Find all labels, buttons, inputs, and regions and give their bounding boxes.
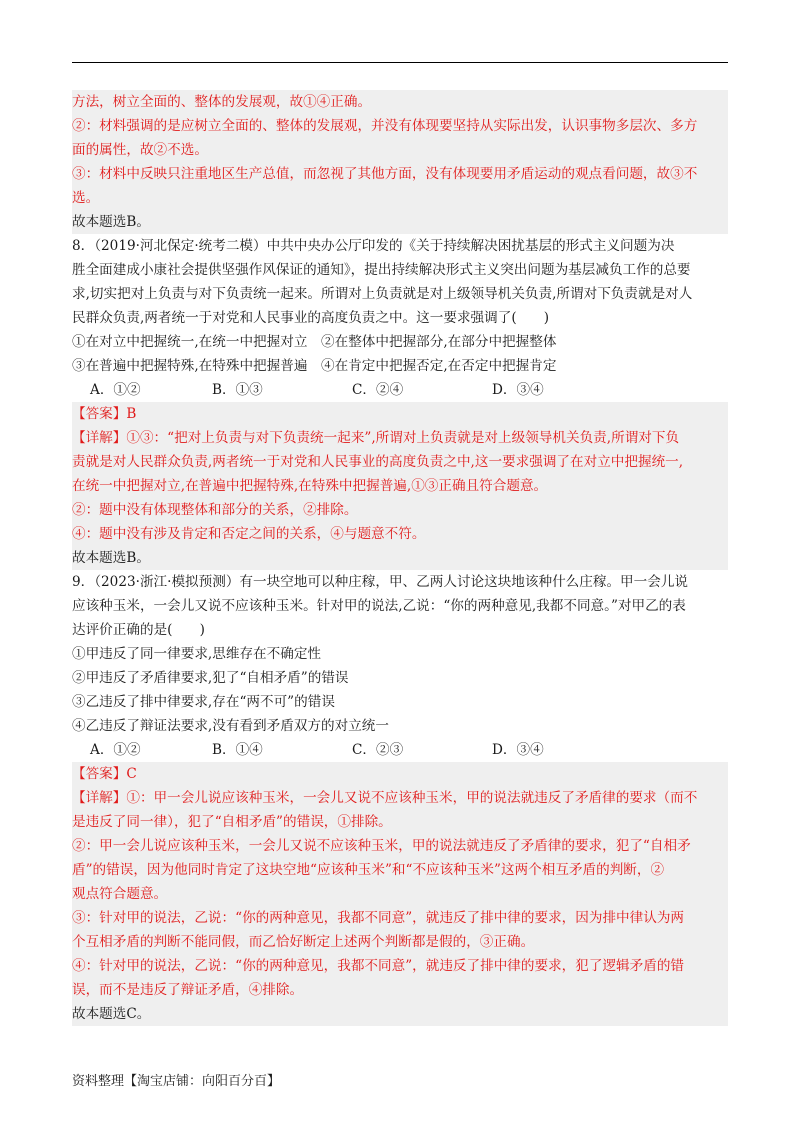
- page-footer: 资料整理【淘宝店铺：向阳百分百】: [72, 1074, 281, 1089]
- explanation-line: 盾”的错误，因为他同时肯定了这块空地“应该种玉米”和“不应该种玉米”这两个相互矛盾的判断，②: [72, 862, 665, 878]
- q8-explanation-block: [72, 402, 728, 570]
- explanation-line: 观点符合题意。: [72, 886, 168, 902]
- explanation-line: ④：针对甲的说法，乙说：“你的两种意见，我都不同意”，就违反了排中律的要求，犯了逻辑矛盾的错: [72, 958, 685, 974]
- question-stem-line: 求,切实把对上负责与对下负责统一起来。所谓对上负责就是对上级领导机关负责,所谓对下负责就是对人: [72, 286, 693, 302]
- explanation-line: 【详解】①③：“把对上负责与对下负责统一起来”,所谓对上负责就是对上级领导机关负责,所谓对下负: [72, 430, 680, 446]
- question-stem-line: 胜全面建成小康社会提供坚强作风保证的通知》，提出持续解决形式主义突出问题为基层减负工作的总要: [72, 262, 691, 278]
- answer-options: [72, 738, 728, 762]
- answer-line: 【答案】C: [72, 766, 137, 782]
- option-a: A．①②: [90, 382, 141, 398]
- explanation-line: 在统一中把握对立,在普遍中把握特殊,在特殊中把握普遍,①③正确且符合题意。: [72, 478, 548, 494]
- question-8: [72, 234, 728, 402]
- answer-options: [72, 378, 728, 402]
- statement-line: ③乙违反了排中律要求,存在“两不可”的错误: [72, 694, 335, 710]
- document-body: [72, 90, 728, 1026]
- explanation-line: 【详解】①：甲一会儿说应该种玉米，一会儿又说不应该种玉米，甲的说法就违反了矛盾律的要求（而不: [72, 790, 698, 806]
- explanation-line: 面的属性，故②不选。: [72, 142, 208, 158]
- question-stem-line: 9．（2023·浙江·模拟预测）有一块空地可以种庄稼，甲、乙两人讨论这块地该种什么庄稼。甲一会儿说: [72, 574, 689, 590]
- statement-line: ④乙违反了辩证法要求,没有看到矛盾双方的对立统一: [72, 718, 389, 734]
- question-stem-line: 应该种玉米，一会儿又说不应该种玉米。针对甲的说法,乙说：“你的两种意见,我都不同意。”对甲乙的表: [72, 598, 686, 614]
- answer-line: 【答案】B: [72, 406, 137, 422]
- explanation-line: ③：针对甲的说法，乙说：“你的两种意见，我都不同意”，就违反了排中律的要求，因为排中律认为两: [72, 910, 685, 926]
- statement-line: ③在普遍中把握特殊,在特殊中把握普遍 ④在肯定中把握否定,在否定中把握肯定: [72, 358, 557, 374]
- explanation-line: 方法，树立全面的、整体的发展观，故①④正确。: [72, 94, 372, 110]
- option-c: C．②④: [352, 382, 404, 398]
- statement-line: ②甲违反了矛盾律要求,犯了“自相矛盾”的错误: [72, 670, 349, 686]
- explanation-line: ②：甲一会儿说应该种玉米，一会儿又说不应该种玉米，甲的说法就违反了矛盾律的要求，犯了“自相矛: [72, 838, 691, 854]
- explanation-line: 个互相矛盾的判断不能同假，而乙恰好断定上述两个判断都是假的，③正确。: [72, 934, 535, 950]
- statement-line: ①甲违反了同一律要求,思维存在不确定性: [72, 646, 322, 662]
- option-b: B．①③: [212, 382, 263, 398]
- explanation-line: ④：题中没有涉及肯定和否定之间的关系，④与题意不符。: [72, 526, 426, 542]
- explanation-line: ②：题中没有体现整体和部分的关系，②排除。: [72, 502, 358, 518]
- explanation-line: 选。: [72, 190, 100, 206]
- question-stem-line: 民群众负责,两者统一于对党和人民事业的高度负责之中。这一要求强调了( ): [72, 310, 550, 326]
- explanation-line: ③：材料中反映只注重地区生产总值，而忽视了其他方面，没有体现要用矛盾运动的观点看问题，故③不: [72, 166, 698, 182]
- question-9: [72, 570, 728, 762]
- option-c: C．②③: [352, 742, 404, 758]
- option-b: B．①④: [212, 742, 263, 758]
- header-rule: [72, 62, 728, 63]
- prev-explanation-block: [72, 90, 728, 234]
- option-d: D．③④: [492, 382, 544, 398]
- option-d: D．③④: [492, 742, 544, 758]
- option-a: A．①②: [90, 742, 141, 758]
- explanation-line: ②：材料强调的是应树立全面的、整体的发展观，并没有体现要坚持从实际出发，认识事物多层次、多方: [72, 118, 698, 134]
- question-stem-line: 达评价正确的是( ): [72, 622, 205, 638]
- explanation-line: 误，而不是违反了辩证矛盾，④排除。: [72, 982, 304, 998]
- explanation-line: 责就是对人民群众负责,两者统一于对党和人民事业的高度负责之中,这一要求强调了在对立中把握统一,: [72, 454, 684, 470]
- conclusion-line: 故本题选C。: [72, 1006, 151, 1022]
- question-stem-line: 8．（2019·河北保定·统考二模）中共中央办公厅印发的《关于持续解决困扰基层的形式主义问题为决: [72, 238, 675, 254]
- q9-explanation-block: [72, 762, 728, 1026]
- conclusion-line: 故本题选B。: [72, 214, 150, 230]
- conclusion-line: 故本题选B。: [72, 550, 150, 566]
- statement-line: ①在对立中把握统一,在统一中把握对立 ②在整体中把握部分,在部分中把握整体: [72, 334, 557, 350]
- explanation-line: 是违反了同一律），犯了“自相矛盾”的错误，①排除。: [72, 814, 392, 830]
